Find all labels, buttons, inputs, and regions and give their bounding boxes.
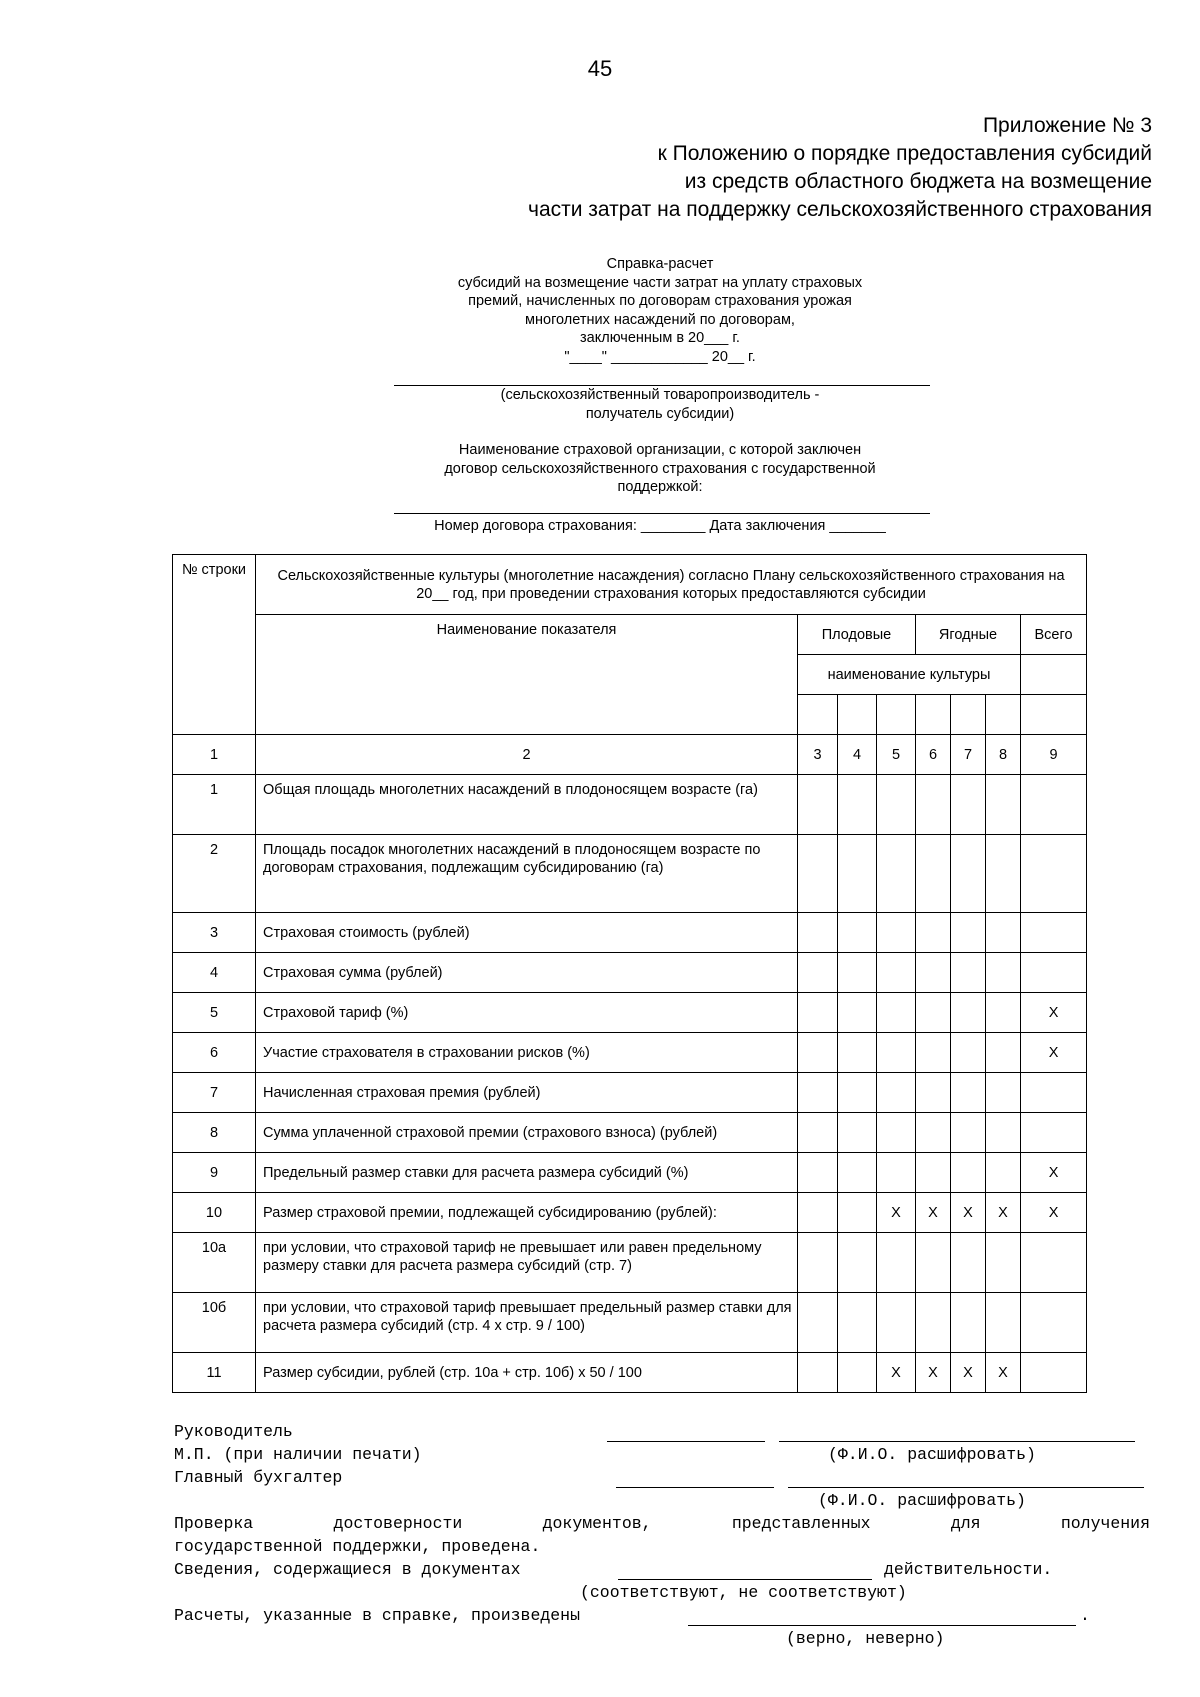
value-cell <box>1021 913 1087 953</box>
value-cell <box>1021 1233 1087 1293</box>
value-cell <box>986 1233 1021 1293</box>
row-number: 9 <box>173 1153 256 1193</box>
value-cell <box>916 1033 951 1073</box>
title-line: премий, начисленных по договорам страхования урожая <box>468 293 852 309</box>
column-number-row <box>173 735 1087 775</box>
value-cell <box>798 993 838 1033</box>
value-cell <box>877 1113 916 1153</box>
page-number: 45 <box>587 56 613 81</box>
appendix-header <box>252 112 1152 224</box>
value-cell <box>798 913 838 953</box>
title-line: Справка-расчет <box>606 256 714 272</box>
verification-word: для <box>950 1514 981 1533</box>
row-indicator-name: Начисленная страховая премия (рублей) <box>256 1073 798 1113</box>
row-indicator-name: Размер страховой премии, подлежащей субсидированию (рублей): <box>256 1193 798 1233</box>
value-cell <box>838 1153 877 1193</box>
value-cell <box>798 1073 838 1113</box>
value-cell <box>798 1353 838 1393</box>
verification-word: представленных <box>731 1514 871 1533</box>
value-cell <box>838 835 877 913</box>
accountant-signature-line <box>616 1487 774 1488</box>
value-cell <box>798 1153 838 1193</box>
verification-word: Проверка <box>174 1514 254 1533</box>
row-number: 1 <box>173 775 256 835</box>
row-indicator-name: Страховой тариф (%) <box>256 993 798 1033</box>
value-cell <box>916 993 951 1033</box>
table-row <box>173 775 1087 835</box>
head-signature-line <box>607 1441 765 1442</box>
value-cell <box>798 775 838 835</box>
value-cell <box>986 913 1021 953</box>
value-cell <box>986 1293 1021 1353</box>
insurer-line: Наименование страховой организации, с которой заключен <box>458 442 862 458</box>
column-number: 4 <box>838 735 877 775</box>
column-number: 7 <box>951 735 986 775</box>
contract-line: Номер договора страхования: ________ Дата заключения _______ <box>434 518 886 534</box>
value-cell <box>838 953 877 993</box>
value-cell <box>877 1233 916 1293</box>
header-blank-cell <box>838 695 877 735</box>
value-cell <box>951 1113 986 1153</box>
value-cell <box>838 775 877 835</box>
appendix-line: к Положению о порядке предоставления субсидий <box>657 142 1152 165</box>
title-line: субсидий на возмещение части затрат на уплату страховых <box>457 274 863 291</box>
value-cell: X <box>1021 1193 1087 1233</box>
calc-prefix: Расчеты, указанные в справке, произведены <box>174 1606 580 1625</box>
fio-caption: (Ф.И.О. расшифровать) <box>828 1445 1036 1464</box>
caption-line: (сельскохозяйственный товаропроизводитель - <box>500 387 820 403</box>
header-fruit: Плодовые <box>798 615 916 655</box>
value-cell <box>798 953 838 993</box>
value-cell <box>916 835 951 913</box>
value-cell <box>838 1193 877 1233</box>
column-number: 6 <box>916 735 951 775</box>
accountant-name-line <box>788 1487 1144 1488</box>
value-cell <box>877 1073 916 1113</box>
table-row <box>173 1293 1087 1353</box>
value-cell <box>986 993 1021 1033</box>
head-label: Руководитель <box>174 1422 293 1441</box>
header-blank-cell <box>798 695 838 735</box>
value-cell <box>986 775 1021 835</box>
value-cell <box>798 1033 838 1073</box>
value-cell <box>798 835 838 913</box>
header-crop-name: наименование культуры <box>798 655 1021 695</box>
calc-blank-line <box>688 1625 1076 1626</box>
fio-caption: (Ф.И.О. расшифровать) <box>818 1491 1026 1510</box>
value-cell: X <box>1021 1153 1087 1193</box>
value-cell <box>838 1233 877 1293</box>
table-row <box>173 1073 1087 1113</box>
value-cell <box>951 1073 986 1113</box>
value-cell <box>916 1073 951 1113</box>
value-cell: X <box>916 1193 951 1233</box>
column-number: 9 <box>1021 735 1087 775</box>
value-cell <box>951 913 986 953</box>
value-cell <box>877 1033 916 1073</box>
value-cell <box>986 1153 1021 1193</box>
calc-caption: (верно, неверно) <box>786 1629 945 1648</box>
insurer-line: поддержкой: <box>617 479 703 495</box>
caption-line: получатель субсидии) <box>585 405 735 422</box>
value-cell <box>838 1033 877 1073</box>
value-cell <box>838 1353 877 1393</box>
value-cell <box>798 1113 838 1153</box>
value-cell <box>916 1113 951 1153</box>
verification-word: достоверности <box>333 1514 463 1533</box>
value-cell <box>951 1293 986 1353</box>
value-cell: X <box>1021 1033 1087 1073</box>
column-number: 3 <box>798 735 838 775</box>
row-number: 5 <box>173 993 256 1033</box>
value-cell <box>916 1233 951 1293</box>
value-cell: X <box>877 1353 916 1393</box>
value-cell <box>798 1293 838 1353</box>
info-suffix: действительности. <box>884 1560 1053 1579</box>
table-row <box>173 1193 1087 1233</box>
row-indicator-name: Предельный размер ставки для расчета размера субсидий (%) <box>256 1153 798 1193</box>
value-cell <box>877 953 916 993</box>
value-cell: X <box>986 1353 1021 1393</box>
document-title <box>300 255 1020 366</box>
value-cell <box>1021 1293 1087 1353</box>
row-indicator-name: при условии, что страховой тариф превышает предельный размер ставки для расчета размера субсидий (стр. 4 x стр. 9 / 100) <box>256 1293 798 1353</box>
producer-caption <box>300 386 1020 423</box>
header-berry: Ягодные <box>916 615 1021 655</box>
row-number: 10 <box>173 1193 256 1233</box>
value-cell <box>877 835 916 913</box>
table-row <box>173 835 1087 913</box>
subsidy-table <box>172 554 1087 1393</box>
row-indicator-name: Размер субсидии, рублей (стр. 10а + стр. 10б) x 50 / 100 <box>256 1353 798 1393</box>
table-row <box>173 993 1087 1033</box>
table-row <box>173 913 1087 953</box>
row-indicator-name: Общая площадь многолетних насаждений в плодоносящем возрасте (га) <box>256 775 798 835</box>
appendix-line: из средств областного бюджета на возмещение <box>684 170 1152 193</box>
header-total: Всего <box>1021 615 1087 655</box>
value-cell <box>838 1113 877 1153</box>
value-cell <box>916 913 951 953</box>
header-blank-cell <box>951 695 986 735</box>
value-cell <box>798 1193 838 1233</box>
header-blank-cell <box>986 695 1021 735</box>
value-cell <box>951 835 986 913</box>
title-line: заключенным в 20___ г. <box>580 330 740 346</box>
value-cell <box>877 913 916 953</box>
column-number: 5 <box>877 735 916 775</box>
row-number: 10а <box>173 1233 256 1293</box>
insurer-name-line <box>394 513 930 514</box>
table-row <box>173 1233 1087 1293</box>
value-cell <box>1021 775 1087 835</box>
value-cell <box>916 775 951 835</box>
table-row <box>173 1113 1087 1153</box>
chief-accountant-label: Главный бухгалтер <box>174 1468 343 1487</box>
row-number: 3 <box>173 913 256 953</box>
value-cell: X <box>951 1193 986 1233</box>
value-cell <box>986 1073 1021 1113</box>
row-indicator-name: Участие страхователя в страховании рисков (%) <box>256 1033 798 1073</box>
verification-line <box>174 1512 1150 1535</box>
value-cell <box>986 1033 1021 1073</box>
value-cell <box>951 953 986 993</box>
row-number: 7 <box>173 1073 256 1113</box>
value-cell <box>986 835 1021 913</box>
value-cell: X <box>1021 993 1087 1033</box>
info-caption: (соответствуют, не соответствуют) <box>580 1583 907 1602</box>
row-number: 4 <box>173 953 256 993</box>
table-row <box>173 1033 1087 1073</box>
value-cell <box>877 775 916 835</box>
value-cell <box>838 993 877 1033</box>
header-blank-cell <box>1021 655 1087 695</box>
value-cell <box>1021 953 1087 993</box>
value-cell <box>838 1073 877 1113</box>
table-row <box>173 1153 1087 1193</box>
row-indicator-name: Площадь посадок многолетних насаждений в плодоносящем возрасте по договорам страхования, подлежащим субсидированию (га) <box>256 835 798 913</box>
value-cell <box>1021 1073 1087 1113</box>
row-number: 11 <box>173 1353 256 1393</box>
value-cell <box>838 913 877 953</box>
column-number: 8 <box>986 735 1021 775</box>
header-blank-cell <box>916 695 951 735</box>
value-cell: X <box>916 1353 951 1393</box>
calc-suffix: . <box>1080 1606 1090 1625</box>
header-blank-cell <box>1021 695 1087 735</box>
header-blank-cell <box>877 695 916 735</box>
value-cell <box>877 993 916 1033</box>
row-number: 10б <box>173 1293 256 1353</box>
value-cell <box>916 1293 951 1353</box>
value-cell: X <box>877 1193 916 1233</box>
appendix-line: Приложение № 3 <box>982 114 1152 137</box>
value-cell <box>877 1153 916 1193</box>
header-crops: Сельскохозяйственные культуры (многолетние насаждения) согласно Плану сельскохозяйственного страхования на 20__ год, при проведении страхования которых предоставляются субсидии <box>256 555 1087 615</box>
value-cell: X <box>951 1353 986 1393</box>
value-cell <box>951 775 986 835</box>
value-cell <box>1021 1113 1087 1153</box>
value-cell <box>916 1153 951 1193</box>
verification-word: получения <box>1060 1514 1150 1533</box>
row-indicator-name: при условии, что страховой тариф не превышает или равен предельному размеру ставки для расчета размера субсидий (стр. 7) <box>256 1233 798 1293</box>
value-cell <box>986 953 1021 993</box>
stamp-label: М.П. (при наличии печати) <box>174 1445 422 1464</box>
value-cell <box>951 1153 986 1193</box>
appendix-line: части затрат на поддержку сельскохозяйственного страхования <box>528 198 1152 221</box>
table-row <box>173 953 1087 993</box>
title-line: многолетних насаждений по договорам, <box>525 311 795 328</box>
title-line: "____" ____________ 20__ г. <box>564 348 756 365</box>
verification-word: документов, <box>542 1514 652 1533</box>
column-number: 1 <box>173 735 256 775</box>
value-cell <box>877 1293 916 1353</box>
value-cell <box>1021 835 1087 913</box>
row-number: 8 <box>173 1113 256 1153</box>
table-row <box>173 1353 1087 1393</box>
insurer-line: договор сельскохозяйственного страхования с государственной <box>444 460 876 477</box>
head-name-line <box>779 1441 1135 1442</box>
row-indicator-name: Сумма уплаченной страховой премии (страхового взноса) (рублей) <box>256 1113 798 1153</box>
insurer-block <box>300 441 1020 497</box>
value-cell <box>798 1233 838 1293</box>
row-indicator-name: Страховая стоимость (рублей) <box>256 913 798 953</box>
value-cell <box>916 953 951 993</box>
value-cell <box>986 1113 1021 1153</box>
info-blank-line <box>618 1579 872 1580</box>
header-indicator: Наименование показателя <box>256 615 798 735</box>
column-number: 2 <box>256 735 798 775</box>
value-cell: X <box>986 1193 1021 1233</box>
value-cell <box>1021 1353 1087 1393</box>
row-number: 6 <box>173 1033 256 1073</box>
verification-line-2: государственной поддержки, проведена. <box>174 1537 541 1556</box>
row-indicator-name: Страховая сумма (рублей) <box>256 953 798 993</box>
row-number: 2 <box>173 835 256 913</box>
info-prefix: Сведения, содержащиеся в документах <box>174 1560 521 1579</box>
value-cell <box>838 1293 877 1353</box>
value-cell <box>951 1033 986 1073</box>
value-cell <box>951 1233 986 1293</box>
header-row-number: № строки <box>173 555 256 735</box>
value-cell <box>951 993 986 1033</box>
